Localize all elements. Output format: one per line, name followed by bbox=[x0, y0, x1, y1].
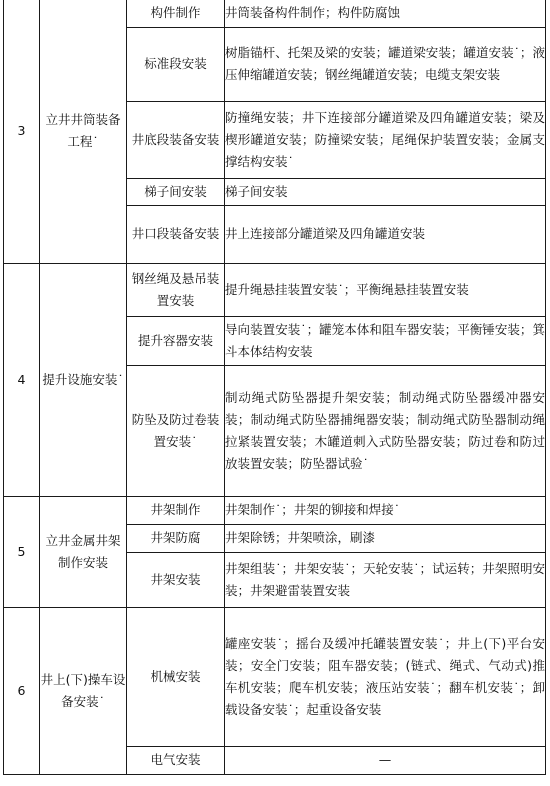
sub-project-name: 井底段装备安装 bbox=[127, 101, 225, 178]
table-row bbox=[4, 607, 546, 746]
sub-project-content: 井上连接部分罐道梁及四角罐道安装 bbox=[225, 205, 546, 263]
unit-project-name: 立井井筒装备工程˙ bbox=[40, 0, 127, 263]
sub-project-name: 机械安装 bbox=[127, 607, 225, 746]
unit-project-name: 立井金属井架制作安装 bbox=[40, 496, 127, 607]
sub-project-content: 井架制作˙；井架的铆接和焊接˙ bbox=[225, 496, 546, 524]
sub-project-content: 导向装置安装˙；罐笼本体和阻车器安装；平衡锤安装；箕斗本体结构安装 bbox=[225, 316, 546, 365]
item-number: 6 bbox=[4, 607, 40, 774]
sub-project-name: 提升容器安装 bbox=[127, 316, 225, 365]
sub-project-name: 电气安装 bbox=[127, 746, 225, 774]
item-number: 3 bbox=[4, 0, 40, 263]
unit-project-name: 井上(下)操车设备安装˙ bbox=[40, 607, 127, 774]
table-row bbox=[4, 0, 546, 27]
sub-project-name: 井架制作 bbox=[127, 496, 225, 524]
table-row bbox=[4, 496, 546, 524]
sub-project-name: 井口段装备安装 bbox=[127, 205, 225, 263]
sub-project-name: 钢丝绳及悬吊装置安装 bbox=[127, 263, 225, 316]
sub-project-name: 防坠及防过卷装置安装˙ bbox=[127, 365, 225, 496]
sub-project-content: 提升绳悬挂装置安装˙；平衡绳悬挂装置安装 bbox=[225, 263, 546, 316]
item-number: 5 bbox=[4, 496, 40, 607]
sub-project-content: — bbox=[225, 746, 546, 774]
sub-project-name: 构件制作 bbox=[127, 0, 225, 27]
sub-project-name: 井架防腐 bbox=[127, 524, 225, 552]
sub-project-content: 防撞绳安装；井下连接部分罐道梁及四角罐道安装；梁及楔形罐道安装；防撞梁安装；尾绳保护装置安装；金属支撑结构安装˙ bbox=[225, 101, 546, 178]
sub-project-content: 井架除锈；井架喷涂，刷漆 bbox=[225, 524, 546, 552]
sub-project-name: 标准段安装 bbox=[127, 27, 225, 101]
sub-project-content: 梯子间安装 bbox=[225, 178, 546, 205]
sub-project-content: 井架组装˙；井架安装˙；天轮安装˙；试运转；井架照明安装；井架避雷装置安装 bbox=[225, 552, 546, 607]
item-number: 4 bbox=[4, 263, 40, 496]
sub-project-name: 梯子间安装 bbox=[127, 178, 225, 205]
sub-project-content: 罐座安装˙；摇台及缓冲托罐装置安装˙；井上(下)平台安装；安全门安装；阻车器安装；(链式、绳式、气动式)推车机安装；爬车机安装；液压站安装˙；翻车机安装˙；卸载设备安装˙；起重设备安装 bbox=[225, 607, 546, 746]
sub-project-content: 树脂锚杆、托架及梁的安装；罐道梁安装；罐道安装˙；液压伸缩罐道安装；钢丝绳罐道安装；电缆支架安装 bbox=[225, 27, 546, 101]
sub-project-content: 制动绳式防坠器提升架安装；制动绳式防坠器缓冲器安装；制动绳式防坠器捕绳器安装；制动绳式防坠器制动绳拉紧装置安装；木罐道刺入式防坠器安装；防过卷和防过放装置安装；防坠器试验˙ bbox=[225, 365, 546, 496]
project-division-table bbox=[3, 0, 546, 775]
unit-project-name: 提升设施安装˙ bbox=[40, 263, 127, 496]
table-row bbox=[4, 263, 546, 316]
sub-project-name: 井架安装 bbox=[127, 552, 225, 607]
sub-project-content: 井筒装备构件制作；构件防腐蚀 bbox=[225, 0, 546, 27]
